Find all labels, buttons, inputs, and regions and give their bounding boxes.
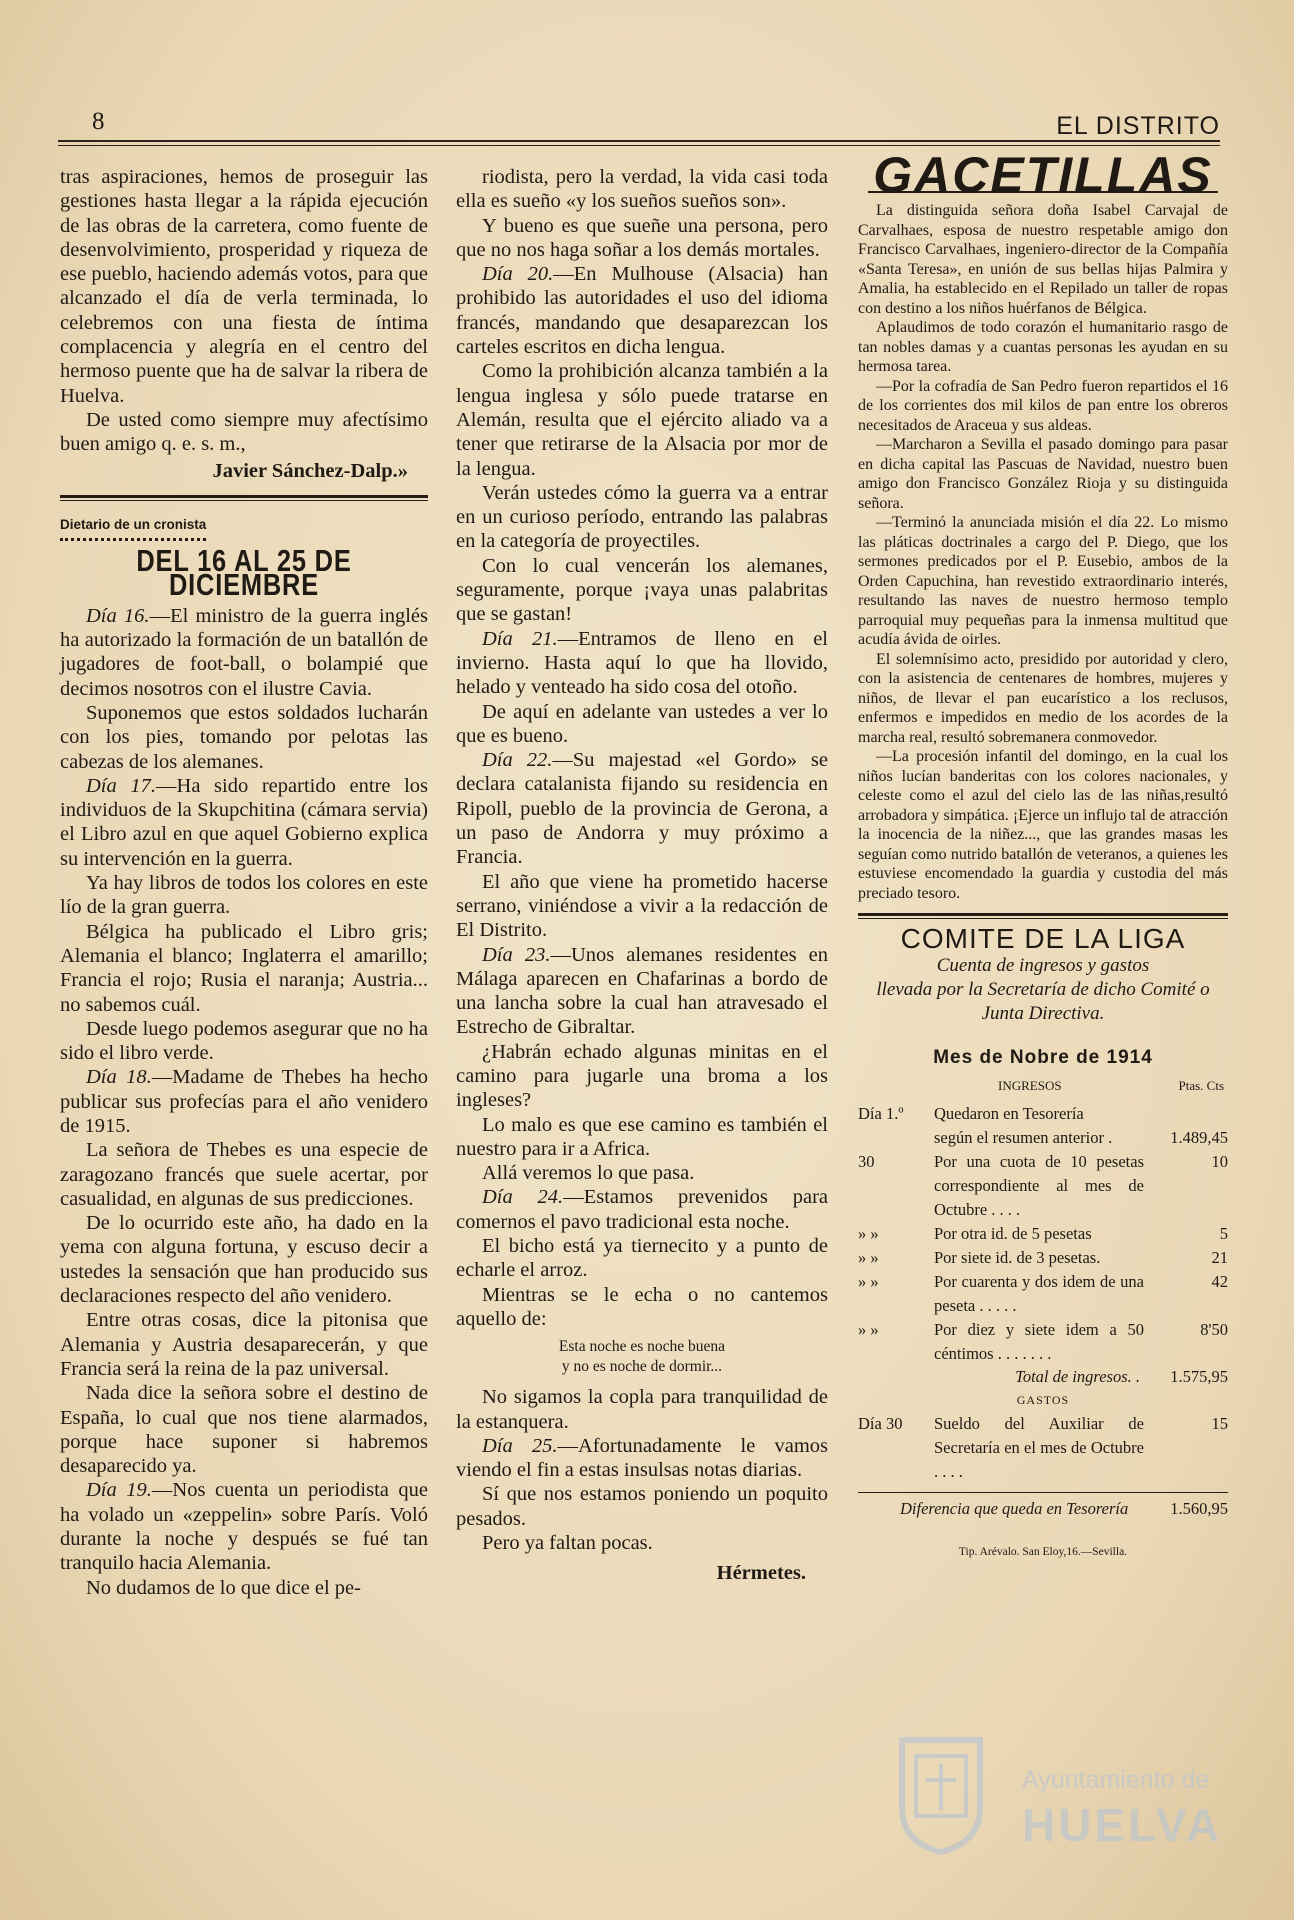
entry-text: —Madame de Thebes ha hecho publicar sus profecías para el año venidero de 1915. <box>60 1066 428 1137</box>
total-row <box>858 1366 1228 1388</box>
ledger-row <box>858 1102 1228 1126</box>
entry-text: —Estamos prevenidos para comernos el pavo tradicional esta noche. <box>456 1186 828 1233</box>
paragraph <box>456 870 828 943</box>
watermark-line-2: HUELVA <box>1022 1799 1223 1851</box>
letter-signature: Javier Sánchez-Dalp.» <box>212 459 408 482</box>
paragraph <box>456 359 828 480</box>
ledger-amount: 42 <box>1211 1272 1228 1292</box>
entry-text: Lo malo es que ese camino es también el nuestro para ir a Africa. <box>456 1113 828 1160</box>
entry-date: Día 21. <box>482 627 558 650</box>
entry-text: El año que viene ha prometido hacerse serrano, viniéndose a vivir a la redacción de El Distrito. <box>456 870 828 942</box>
paragraph <box>456 1234 828 1283</box>
paragraph <box>456 943 828 1040</box>
ledger-amount <box>1144 1102 1228 1126</box>
difference-row <box>858 1497 1228 1521</box>
entry-text: El bicho está ya tiernecito y a punto de echarle el arroz. <box>456 1235 828 1282</box>
ledger-date: 30 <box>858 1152 875 1172</box>
paragraph <box>456 165 828 214</box>
entry-text: —El ministro de la guerra inglés ha autorizado la formación de un batallón de jugadores de foot-ball, o bolampié que decimos nosotros con el ilustre Cavia. <box>60 604 428 700</box>
page-header <box>58 108 1220 148</box>
ledger-row <box>858 1270 1228 1318</box>
paragraph <box>60 1017 428 1066</box>
total-label: Total de ingresos. . <box>1015 1367 1140 1387</box>
ledger-amount: 15 <box>1211 1414 1228 1434</box>
entry-text: Y bueno es que sueñe una persona, pero que no nos haga soñar a los demás mortales. <box>456 214 828 261</box>
watermark-line-1: Ayuntamiento de <box>1022 1766 1210 1794</box>
ledger-amount: 5 <box>1219 1224 1228 1244</box>
article-signature: Hérmetes. <box>716 1562 806 1585</box>
journal-name: EL DISTRITO <box>1056 112 1220 140</box>
ledger-row <box>858 1222 1228 1246</box>
entry-date: Día 23. <box>482 943 551 966</box>
entry-date: Día 19. <box>86 1479 152 1502</box>
entry-date: Día 20. <box>482 263 554 286</box>
ledger-date <box>858 1126 934 1150</box>
comite-rule-thin <box>858 918 1228 919</box>
paragraph <box>456 1185 828 1234</box>
column-1 <box>60 165 428 1600</box>
ledger-amount: 21 <box>1211 1248 1228 1268</box>
ledger-concept: Por una cuota de 10 pesetas correspondiente al mes de Octubre . . . . <box>934 1152 1144 1220</box>
paragraph: El solemnísimo acto, presidido por autoridad y clero, con la asistencia de centenares de hombres, mujeres y niños, de llevar el pan eucarístico a los reclusos, enfermos e impedidos en medio de los acordes de la marcha real, resultó sobremanera conmovedor. <box>858 650 1228 746</box>
entry-date: Día 17. <box>86 774 157 797</box>
entry-text: —Su majestad «el Gordo» se declara catalanista fijando su residencia en Ripoll, pueblo de la provincia de Gerona, a un paso de Andorra y muy próximo a Francia. <box>456 749 829 869</box>
entry-text: Desde luego podemos asegurar que no ha sido el libro verde. <box>60 1017 428 1065</box>
entry-text: —Ha sido repartido entre los individuos de la Skupchitina (cámara servia) el Libro azul en que aquel Gobierno explica su intervención en la guerra. <box>60 774 429 870</box>
dietario-text <box>60 604 428 1600</box>
dietario-text-continued <box>456 165 828 1331</box>
paragraph <box>456 1113 828 1162</box>
ledger-concept: Quedaron en Tesorería <box>934 1104 1084 1124</box>
ingresos-list <box>858 1102 1228 1366</box>
entry-text: Con lo cual vencerán los alemanes, seguramente, porque ¡vaya unas palabritas que se gastan! <box>456 554 828 626</box>
ledger-amount: 10 <box>1211 1152 1228 1172</box>
entry-text: —Unos alemanes residentes en Málaga aparecen en Chafarinas a bordo de una lancha sobre la cual han atravesado el Estrecho de Gibraltar. <box>456 943 828 1039</box>
paragraph: —Terminó la anunciada misión el día 22. Lo mismo las pláticas doctrinales a cargo del P. Diego, que los sermones predicados por el P. Eusebio, ambos de la Orden Capuchina, han revestido extraordinario interés, resultando las naves de nuestro hermoso templo parroquial muy pequeñas para la inmensa multitud que acudía ávida de oirles. <box>858 514 1228 649</box>
gastos-list <box>858 1412 1228 1484</box>
entry-date: Día 24. <box>482 1186 564 1209</box>
entry-text: Verán ustedes cómo la guerra va a entrar en un curioso período, entrando las palabras en la categoría de proyectiles. <box>456 481 828 553</box>
column-3 <box>858 147 1228 1564</box>
paragraph <box>60 774 428 871</box>
verse-line: y no es noche de dormir... <box>561 1358 723 1376</box>
entry-text: Ya hay libros de todos los colores en este lío de la gran guerra. <box>60 872 428 919</box>
ledger-concept: según el resumen anterior . <box>934 1128 1113 1148</box>
entry-text: Allá veremos lo que pasa. <box>482 1162 695 1185</box>
difference-value: 1.560,95 <box>1170 1499 1228 1519</box>
letter-paragraph: tras aspiraciones, hemos de proseguir las gestiones hasta llegar a la rápida ejecución de las obras de la carretera, como fuente de desenvolvimiento, prosperidad y riqueza de ese pueblo, haciendo además votos, para que alcanzado el día de verla terminada, lo celebremos con una fiesta de íntima complacencia y alegría en el centro del hermoso puente que ha de salvar la ribera de Huelva. <box>60 166 428 407</box>
ledger-date: » » <box>858 1248 879 1268</box>
section-rule <box>60 495 428 498</box>
entry-text: —En Mulhouse (Alsacia) han prohibido las autoridades el uso del idioma francés, mandando que desaparezcan los carteles escritos en dicha lengua. <box>456 263 828 359</box>
section-rule-thin <box>60 500 428 501</box>
verse-line: Esta noche es noche buena <box>558 1338 726 1356</box>
entry-text: No sigamos la copla para tranquilidad de la estanquera. <box>456 1386 828 1433</box>
paragraph <box>60 1065 428 1138</box>
entry-text: —Afortunadamente le vamos viendo el fin a estas insulsas notas diarias. <box>456 1434 828 1482</box>
paragraph: —La procesión infantil del domingo, en la cual los niños lucían banderitas con los colores nacionales, y celeste como el azul del cielo las de las niñas,resultó arrobadora y simpática. ¡Ejerce un influjo tal de atracción la inocencia de la niñez..., que las grandes masas les seguían como nutrido batallón de veteranos, a quienes les estuviese encomendado la guardia y custodia del más preciado tesoro. <box>858 748 1228 902</box>
header-rule <box>58 140 1220 142</box>
ledger-row <box>858 1246 1228 1270</box>
ledger-date: » » <box>858 1272 879 1292</box>
comite-subtitle: Cuenta de ingresos y gastos <box>936 954 1150 976</box>
ledger-row <box>858 1318 1228 1366</box>
gacetillas-text <box>858 201 1228 903</box>
entry-text: Nada dice la señora sobre el destino de España, lo cual que nos tiene alarmados, porque hace suponer si habremos desaparecido ya. <box>60 1382 428 1478</box>
ledger-header <box>858 1074 1228 1098</box>
printer-imprint: Tip. Arévalo. San Eloy,16.—Sevilla. <box>958 1545 1128 1558</box>
entry-text: —Entramos de lleno en el invierno. Hasta aquí lo que ha llovido, helado y venteado ha sido cosa del otoño. <box>456 627 828 699</box>
entry-text: riodista, pero la verdad, la vida casi toda ella es sueño «y los sueños sueños son». <box>456 166 828 213</box>
paragraph <box>456 627 828 700</box>
paragraph <box>60 604 428 701</box>
currency-label: Ptas. Cts <box>1178 1077 1224 1093</box>
ledger-concept: Sueldo del Auxiliar de Secretaría en el mes de Octubre . . . . <box>934 1414 1144 1482</box>
section-title: DEL 16 AL 25 DE DICIEMBRE <box>136 543 352 603</box>
paragraph <box>60 1211 428 1308</box>
paragraph <box>456 1040 828 1113</box>
ledger-concept: Por cuarenta y dos idem de una peseta . . . . . <box>934 1272 1144 1316</box>
paragraph <box>456 214 828 263</box>
gastos-label: GASTOS <box>1016 1393 1070 1408</box>
entry-date: Día 22. <box>482 749 553 772</box>
paragraph <box>456 1434 828 1483</box>
ledger-date: Día 30 <box>858 1414 903 1434</box>
entry-text: Suponemos que estos soldados lucharán con los pies, tomando por pelotas las cabezas de los alemanes. <box>60 701 428 773</box>
letter-closing: De usted como siempre muy afectísimo buen amigo q. e. s. m., <box>60 408 428 456</box>
paragraph <box>456 554 828 627</box>
section-kicker: Dietario de un cronista <box>60 513 206 541</box>
dietario-text-end <box>456 1385 828 1555</box>
comite-rule <box>858 913 1228 916</box>
entry-text: De lo ocurrido este año, ha dado en la yema con alguna fortuna, y escuso decir a ustedes la sensación que han producido sus declaraciones respecto del año venidero. <box>60 1212 428 1308</box>
paragraph <box>60 920 428 1017</box>
ledger-concept: Por siete id. de 3 pesetas. <box>934 1248 1101 1268</box>
page-number: 8 <box>92 108 105 135</box>
paragraph <box>60 1138 428 1211</box>
comite-title: COMITE DE LA LIGA <box>900 923 1186 955</box>
paragraph <box>60 1381 428 1478</box>
city-shield-icon <box>894 1730 988 1856</box>
entry-date: Día 18. <box>86 1066 152 1089</box>
entry-text: De aquí en adelante van ustedes a ver lo que es bueno. <box>456 700 828 747</box>
paragraph <box>456 1531 828 1555</box>
paragraph: La distinguida señora doña Isabel Carvajal de Carvalhaes, esposa de nuestro respetable amigo don Francisco Carvalhaes, ingeniero-director de la Compañía «Santa Teresa», en unión de sus bellas hijas Palmira y Amalia, ha establecido en el Repilado un taller de ropas con destino a los niños huérfanos de Bélgica. <box>858 202 1228 317</box>
entry-text: Bélgica ha publicado el Libro gris; Alemania el blanco; Inglaterra el amarillo; Francia el rojo; Rusia el naranja; Austria... no sabemos cuál. <box>60 920 428 1016</box>
total-value: 1.575,95 <box>1170 1367 1228 1387</box>
paragraph <box>456 700 828 749</box>
paragraph <box>456 1482 828 1531</box>
ledger-amount: 1.489,45 <box>1170 1128 1228 1148</box>
ledger-date: » » <box>858 1320 879 1340</box>
entry-text: Mientras se le echa o no cantemos aquello de: <box>456 1283 828 1330</box>
archive-watermark <box>894 1730 1234 1870</box>
paragraph <box>456 748 828 869</box>
paragraph <box>456 262 828 359</box>
paragraph <box>60 1308 428 1381</box>
entry-text: La señora de Thebes es una especie de zaragozano francés que suele acertar, por casualidad, en algunas de sus predicciones. <box>60 1139 428 1210</box>
ledger-date: » » <box>858 1224 879 1244</box>
entry-text: Entre otras cosas, dice la pitonisa que Alemania y Austria desaparecerán, y que Francia será la reina de la paz universal. <box>60 1309 428 1380</box>
paragraph: Aplaudimos de todo corazón el humanitario rasgo de tan nobles damas y a cuantas personas les ayudan en su hermosa tarea. <box>858 319 1228 376</box>
comite-subtitle-2: llevada por la Secretaría de dicho Comité o Junta Directiva. <box>876 978 1210 1024</box>
ledger-month: Mes de Nobre de 1914 <box>933 1046 1153 1068</box>
paragraph <box>456 1161 828 1185</box>
ledger-amount: 8'50 <box>1200 1320 1228 1340</box>
ledger-date: Día 1.º <box>858 1104 904 1124</box>
entry-date: Día 16. <box>86 604 150 627</box>
paragraph <box>60 871 428 920</box>
entry-text: Como la prohibición alcanza también a la lengua inglesa y sólo puede tratarse en Alemán, resulta que el ejército aliado va a tener que retirarse de la Alsacia por mor de la lengua. <box>456 360 828 480</box>
verse-quote <box>456 1337 828 1377</box>
gacetillas-title: GACETILLAS <box>873 147 1213 203</box>
paragraph: —Marcharon a Sevilla el pasado domingo para pasar en dicha capital las Pascuas de Navidad, nuestro buen amigo don Francisco González Rioja y su distinguida señora. <box>858 436 1228 512</box>
entry-text: No dudamos de lo que dice el pe- <box>86 1576 361 1599</box>
entry-text: Pero ya faltan pocas. <box>482 1532 653 1555</box>
paragraph <box>60 1576 428 1600</box>
ledger-row <box>858 1150 1228 1222</box>
paragraph <box>456 1385 828 1434</box>
ingresos-label: INGRESOS <box>998 1077 1062 1093</box>
entry-text: —Nos cuenta un periodista que ha volado un «zeppelin» sobre París. Voló durante la noche y después se fué tan tranquilo hacia Alemania. <box>60 1479 428 1575</box>
ledger-concept: Por diez y siete idem a 50 céntimos . . . . . . . <box>934 1320 1144 1364</box>
ledger-row <box>858 1126 1228 1150</box>
paragraph <box>456 481 828 554</box>
paragraph <box>456 1283 828 1332</box>
header-rule-thin <box>58 145 1220 146</box>
entry-date: Día 25. <box>482 1434 558 1457</box>
paragraph <box>60 701 428 774</box>
paragraph: —Por la cofradía de San Pedro fueron repartidos el 16 de los corrientes dos mil kilos de pan entre los obreros necesitados de Araceua y sus aldeas. <box>858 377 1228 434</box>
entry-text: ¿Habrán echado algunas minitas en el camino para jugarle una broma a los ingleses? <box>456 1040 828 1112</box>
diff-rule <box>858 1492 1228 1493</box>
entry-text: Sí que nos estamos poniendo un poquito pesados. <box>456 1483 828 1530</box>
paragraph <box>60 1478 428 1575</box>
column-2 <box>456 165 828 1586</box>
difference-label: Diferencia que queda en Tesorería <box>900 1499 1129 1519</box>
ledger-concept: Por otra id. de 5 pesetas <box>934 1224 1092 1244</box>
ledger-row <box>858 1412 1228 1484</box>
